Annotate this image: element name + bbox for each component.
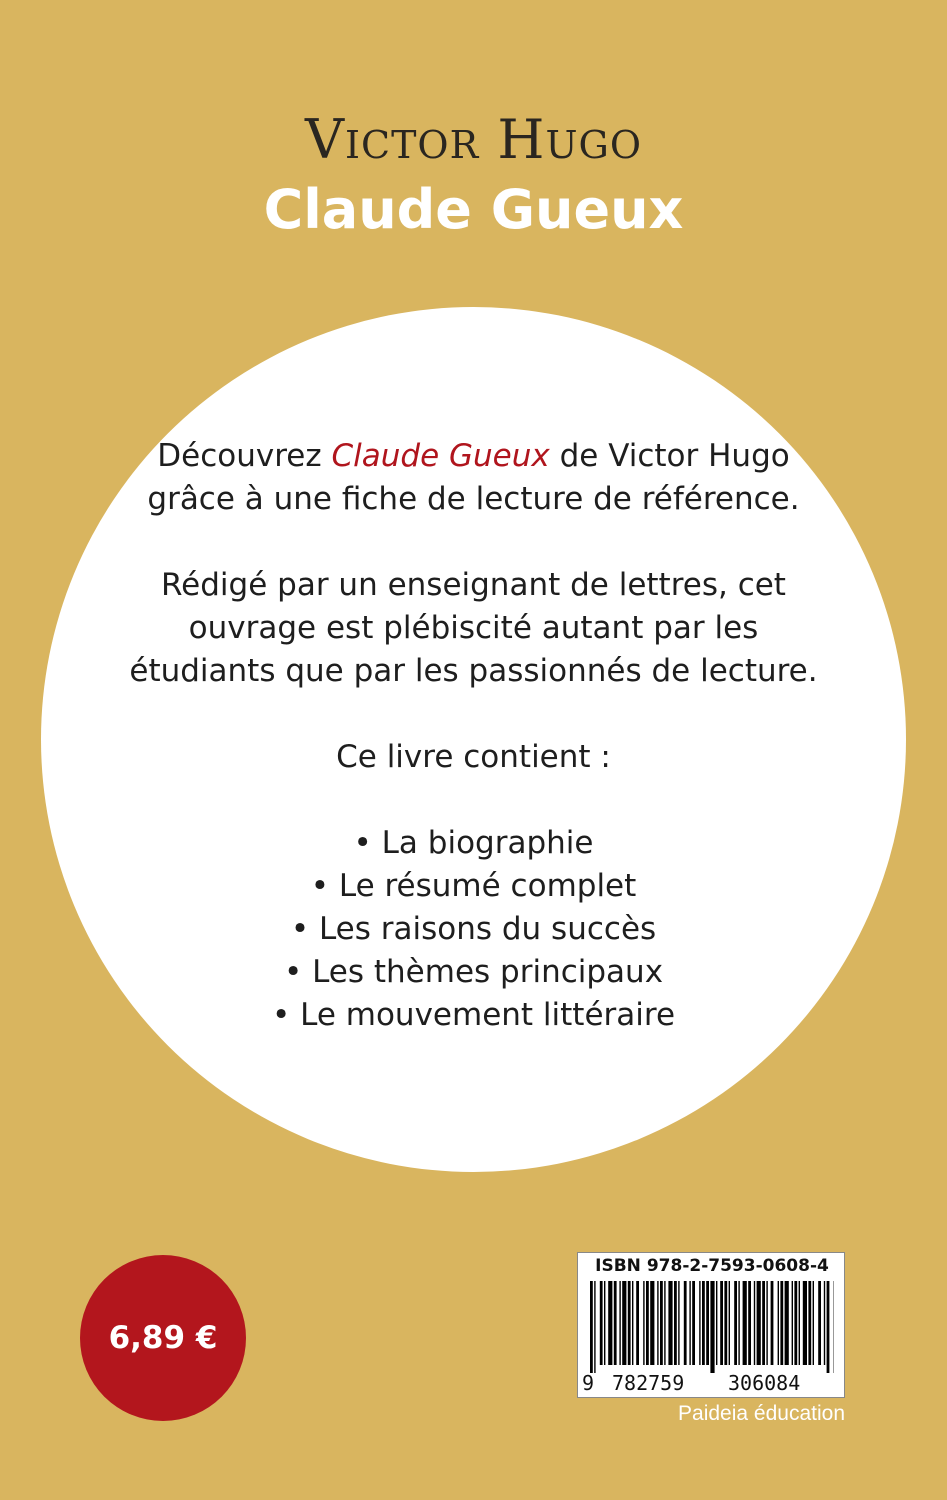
barcode-bar — [702, 1281, 705, 1365]
contents-heading: Ce livre contient : — [336, 739, 611, 775]
barcode-bar — [734, 1281, 737, 1365]
barcode-bar — [636, 1281, 639, 1365]
barcode-bar — [689, 1281, 690, 1365]
barcode-bar — [743, 1281, 747, 1365]
barcode-bar — [780, 1281, 783, 1365]
blurb-intro — [120, 435, 827, 521]
barcode-digits-right: 306084 — [728, 1371, 801, 1395]
barcode-bar — [778, 1281, 779, 1365]
barcode-bar — [762, 1281, 765, 1365]
barcode — [577, 1252, 845, 1398]
barcode-bar — [660, 1281, 663, 1365]
barcode-bar — [724, 1281, 727, 1365]
barcode-bar — [619, 1281, 620, 1365]
barcode-bar — [706, 1281, 709, 1365]
barcode-bar — [757, 1281, 761, 1365]
barcode-bar — [754, 1281, 755, 1365]
barcode-bar — [716, 1281, 717, 1365]
barcode-bar — [664, 1281, 665, 1365]
barcode-bar — [710, 1281, 714, 1373]
barcode-bar — [628, 1281, 631, 1365]
contents-list — [120, 822, 827, 1037]
barcode-bar — [729, 1281, 730, 1365]
barcode-bar — [594, 1281, 595, 1373]
barcode-bar — [748, 1281, 751, 1365]
barcode-bar — [643, 1281, 644, 1365]
barcode-bar — [678, 1281, 679, 1365]
barcode-bar — [632, 1281, 633, 1365]
book-title: Claude Gueux — [263, 178, 684, 241]
barcode-digits-left: 782759 — [612, 1371, 685, 1395]
intro-prefix: Découvrez — [157, 438, 332, 474]
barcode-bar — [650, 1281, 654, 1365]
list-item: • Le mouvement littéraire — [271, 997, 676, 1033]
barcode-bar — [824, 1281, 825, 1365]
price-badge — [80, 1255, 246, 1421]
barcode-bar — [604, 1281, 605, 1365]
barcode-bar — [799, 1281, 800, 1365]
barcode-bar — [720, 1281, 723, 1365]
list-item: • La biographie — [353, 825, 594, 861]
blurb-text — [120, 435, 827, 1037]
blurb-paragraph: Rédigé par un enseignant de lettres, cet ouvrage est plébiscité autant par les étudiants que par les passionnés de lecture. — [129, 567, 818, 689]
barcode-bar — [622, 1281, 626, 1365]
barcode-bar — [692, 1281, 695, 1365]
publisher-name: Paideia éducation — [678, 1402, 845, 1425]
barcode-bar — [818, 1281, 821, 1365]
barcode-bar — [771, 1281, 774, 1365]
barcode-bar — [614, 1281, 617, 1365]
intro-suffix: de Victor Hugo grâce à une fiche de lecture de référence. — [147, 438, 800, 517]
barcode-bar — [684, 1281, 687, 1365]
barcode-bar — [657, 1281, 658, 1365]
barcode-bar — [738, 1281, 739, 1365]
list-item: • Les raisons du succès — [290, 911, 657, 947]
price-label: 6,89 € — [108, 1320, 218, 1356]
barcode-bar — [827, 1281, 830, 1373]
isbn-label: ISBN 978-2-7593-0608-4 — [595, 1256, 829, 1276]
barcode-bar — [813, 1281, 814, 1365]
barcode-bar — [674, 1281, 677, 1365]
barcode-bar — [808, 1281, 811, 1365]
barcode-bar — [794, 1281, 797, 1365]
barcode-bar — [590, 1281, 593, 1373]
barcode-bar — [766, 1281, 767, 1365]
list-item: • Le résumé complet — [310, 868, 637, 904]
barcode-bar — [668, 1281, 672, 1365]
barcode-bar — [699, 1281, 700, 1365]
barcode-bar — [792, 1281, 793, 1365]
barcode-bar — [608, 1281, 612, 1365]
barcode-bar — [803, 1281, 807, 1365]
barcode-bars — [590, 1281, 834, 1373]
barcode-bar — [646, 1281, 649, 1365]
list-item: • Les thèmes principaux — [283, 954, 664, 990]
intro-title: Claude Gueux — [331, 438, 550, 474]
barcode-bar — [600, 1281, 603, 1365]
barcode-digit-lead: 9 — [582, 1371, 595, 1395]
author-name: Victor Hugo — [305, 108, 642, 171]
barcode-bar — [785, 1281, 789, 1365]
